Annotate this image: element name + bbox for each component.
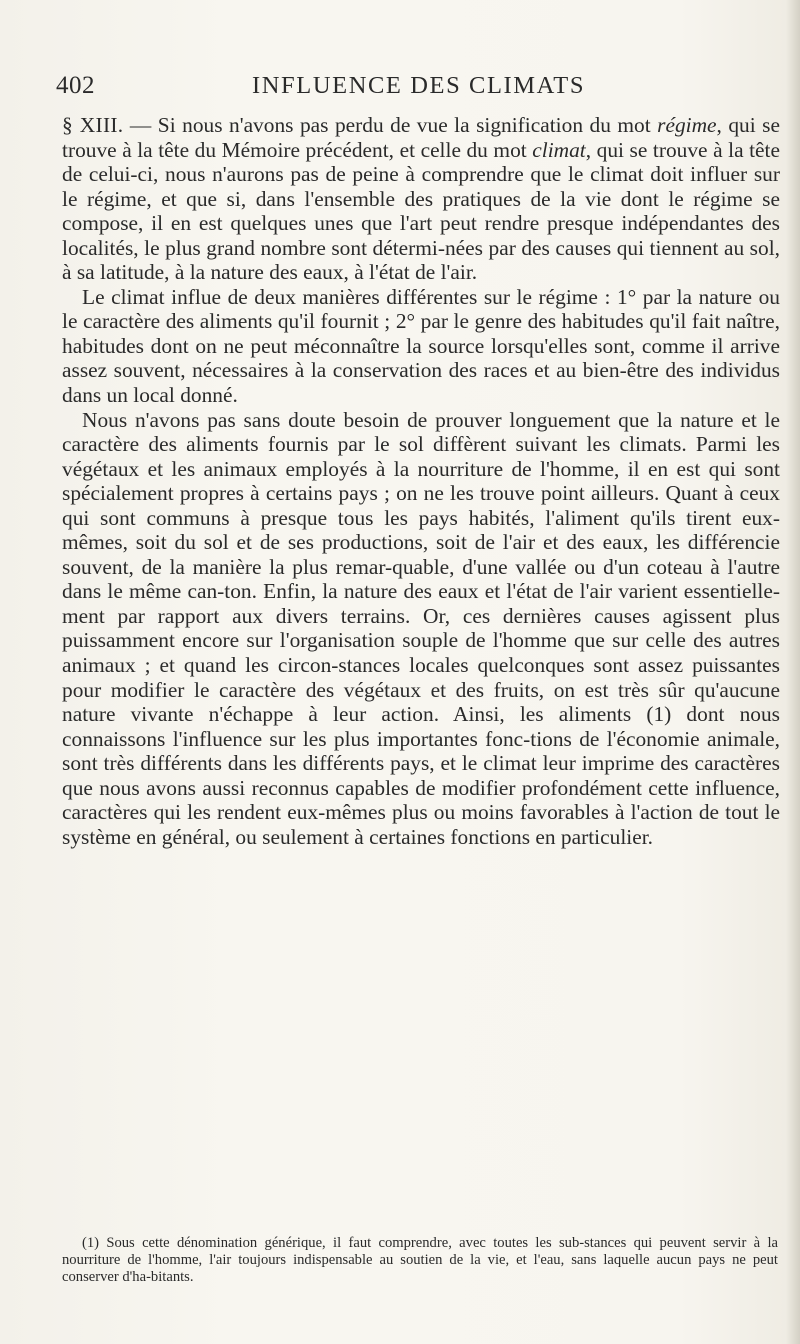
running-head: INFLUENCE DES CLIMATS — [252, 72, 586, 99]
footnote-text: (1) Sous cette dénomination générique, il faut comprendre, avec toutes les sub-stances qui peuvent servir à la nourriture de l'homme, l'air toujours indispensable au soutien de la vie, et l'eau, sans laquelle aucun pays ne peut conserver d'ha-bitants. — [62, 1235, 778, 1285]
paragraph-1-part-c: , qui se trouve à la tête de celui-ci, nous n'aurons pas de peine à comprendre que le climat doit influer sur le régime, et que si, dans l'ensemble des pratiques de la vie dont le régime se compose, il en est quelques unes que l'art peut rendre presque indépendantes des localités, le plus grand nombre sont détermi-nées par des causes qui tiennent au sol, à sa latitude, à la nature des eaux, à l'état de l'air. — [62, 137, 780, 285]
paragraph-3-part-a: Nous n'avons pas sans doute besoin de prouver longuement que la nature et le caractère des aliments fournis par le sol diffèrent suivant les climats. Parmi les végétaux et les animaux employés à la nourriture de l'homme, il en est qui sont spécialement propres à certains pays ; on ne les trouve point ailleurs. Quant à ceux qui sont communs à presque tous les pays habités, l'aliment qu'ils tirent eux-mêmes, soit du sol et de ses productions, soit de l'air et des eaux, les différencie souvent, de la manière la plus remar-quable, d'une vallée ou d'un coteau à l'autre dans le même can-ton. Enfin, la nature des eaux et l'état de l'air varient essentielle-ment par rapport aux divers terrains. Or, ces dernières causes agissent plus puissamment encore sur l'organisation souple de l'homme que sur celle des autres animaux ; et quand les circon-stances locales quelconques sont assez puissantes pour modifier le caractère des végétaux et des fruits, on est très sûr qu'aucune nature vivante n'échappe à leur action. Ainsi, les aliments — [62, 407, 780, 727]
term-regime: régime — [657, 113, 717, 137]
section-number: § XIII. — [62, 113, 124, 137]
footnote — [62, 1235, 778, 1285]
page-number: 402 — [56, 72, 95, 99]
body-text — [62, 113, 780, 849]
page-edge-shadow — [786, 0, 800, 1344]
paragraph-1-part-a: — Si nous n'avons pas perdu de vue la signification du mot — [123, 113, 658, 137]
paragraph-1 — [62, 113, 780, 285]
paragraph-3 — [62, 408, 780, 850]
page-header — [56, 72, 776, 104]
paragraph-3-part-b: dont nous connaissons l'influence sur les plus importantes fonc-tions de l'économie animale, sont très différents dans les différents pays, et le climat leur imprime des caractères que nous avons aussi reconnus capables de modifier profondément cette influence, caractères qui les rendent eux-mêmes plus ou moins favorables à l'action de tout le système en général, ou seulement à certaines fonctions en particulier. — [62, 702, 780, 849]
paragraph-1-part-b: , qui se trouve à la tête du Mémoire précédent, et celle du mot — [62, 113, 780, 162]
footnote-marker: (1) — [631, 702, 687, 727]
term-climat: climat — [532, 137, 586, 162]
paragraph-2: Le climat influe de deux manières différentes sur le régime : 1° par la nature ou le caractère des aliments qu'il fournit ; 2° par le genre des habitudes qu'il fait naître, habitudes dont on ne peut méconnaître la source lorsqu'elles sont, comme il arrive assez souvent, nécessaires à la conservation des races et au bien-être des individus dans un local donné. — [62, 284, 780, 408]
